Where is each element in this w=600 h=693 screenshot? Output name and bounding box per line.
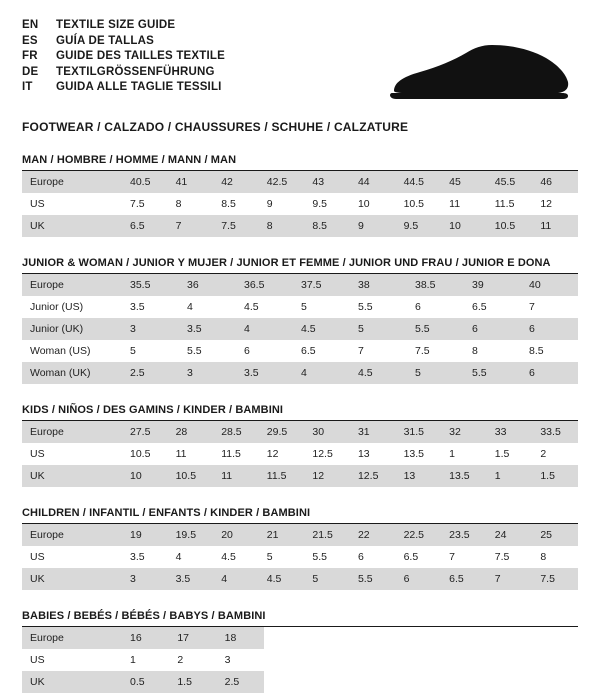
size-cell: 19.5 <box>168 524 214 546</box>
row-label: UK <box>22 671 122 693</box>
size-cell: 35.5 <box>122 274 179 296</box>
size-cell: 10 <box>441 215 487 237</box>
size-cell: 45.5 <box>487 171 533 193</box>
table-row <box>22 649 264 671</box>
size-cell: 5.5 <box>407 318 464 340</box>
size-cell: 7.5 <box>415 345 430 357</box>
size-cell: 19 <box>122 524 168 546</box>
size-cell: 1.5 <box>169 671 216 693</box>
size-cell: 29.5 <box>259 421 305 443</box>
table-row <box>22 465 578 487</box>
size-cell: 1.5 <box>494 448 510 460</box>
size-cell: 16 <box>122 627 169 649</box>
size-cell: 9.5 <box>312 198 327 210</box>
size-cell: 46 <box>532 171 578 193</box>
size-cell: 4.5 <box>221 551 236 563</box>
language-title: TEXTILE SIZE GUIDE <box>56 19 176 31</box>
size-cell: 22 <box>350 524 396 546</box>
table-row <box>22 627 264 649</box>
row-label: US <box>30 551 45 563</box>
size-cell: 13 <box>357 448 370 460</box>
size-cell: 38.5 <box>407 274 464 296</box>
size-cell: 28 <box>168 421 214 443</box>
size-cell: 3.5 <box>179 318 236 340</box>
language-code: IT <box>22 81 33 93</box>
language-row <box>22 18 578 34</box>
table-row <box>22 443 578 465</box>
size-cell: 9.5 <box>396 215 442 237</box>
size-cell: 3.5 <box>168 568 214 590</box>
size-cell: 11 <box>449 198 461 210</box>
size-tables-container <box>22 154 578 693</box>
size-table <box>22 274 578 384</box>
size-cell: 40.5 <box>122 171 168 193</box>
size-cell: 6.5 <box>472 301 487 313</box>
size-cell: 42 <box>213 171 259 193</box>
size-cell: 6 <box>521 362 578 384</box>
size-cell: 7 <box>529 301 535 313</box>
size-cell: 11.5 <box>259 465 305 487</box>
size-cell: 5 <box>130 345 136 357</box>
size-cell: 11 <box>532 215 578 237</box>
size-cell: 36.5 <box>236 274 293 296</box>
size-table-block <box>22 507 578 590</box>
size-cell: 5 <box>304 568 350 590</box>
size-cell: 10.5 <box>403 198 424 210</box>
size-cell: 20 <box>213 524 259 546</box>
size-cell: 30 <box>304 421 350 443</box>
size-cell: 45 <box>441 171 487 193</box>
size-cell: 10 <box>357 198 370 210</box>
row-label: Junior (US) <box>30 301 84 313</box>
size-cell: 7.5 <box>130 198 145 210</box>
size-cell: 21 <box>259 524 305 546</box>
size-cell: 12.5 <box>350 465 396 487</box>
size-cell: 11.5 <box>494 198 515 210</box>
language-code: ES <box>22 34 38 47</box>
size-cell: 6 <box>464 318 521 340</box>
page-header <box>22 18 578 104</box>
size-cell: 31 <box>350 421 396 443</box>
size-cell: 7 <box>449 551 455 563</box>
size-cell: 3 <box>122 318 179 340</box>
size-table-title: KIDS / NIÑOS / DES GAMINS / KINDER / BAMBINI <box>22 404 578 421</box>
size-cell: 7.5 <box>494 551 510 563</box>
table-row <box>22 171 578 193</box>
size-cell: 5 <box>407 362 464 384</box>
size-cell: 32 <box>441 421 487 443</box>
size-cell: 5.5 <box>350 568 396 590</box>
row-label: UK <box>22 215 122 237</box>
size-cell: 10 <box>122 465 168 487</box>
size-cell: 4.5 <box>350 362 407 384</box>
size-cell: 7 <box>168 215 214 237</box>
size-table-block <box>22 404 578 487</box>
size-cell: 9 <box>266 198 273 210</box>
table-row <box>22 568 578 590</box>
size-cell: 28.5 <box>213 421 259 443</box>
size-cell: 36 <box>179 274 236 296</box>
size-cell: 8.5 <box>529 345 544 357</box>
size-table-block <box>22 610 578 693</box>
size-cell: 5 <box>266 551 273 563</box>
language-title: TEXTILGRÖSSENFÜHRUNG <box>56 65 215 78</box>
table-row <box>22 193 578 215</box>
size-cell: 40 <box>521 274 578 296</box>
row-label: US <box>30 654 45 666</box>
size-cell: 5 <box>301 301 307 313</box>
row-label: US <box>30 448 45 460</box>
size-cell: 5.5 <box>312 551 327 563</box>
language-code: FR <box>22 50 38 62</box>
size-table <box>22 171 578 237</box>
size-cell: 6.5 <box>403 551 419 563</box>
size-cell: 7.5 <box>213 215 259 237</box>
table-row <box>22 318 578 340</box>
size-cell: 2.5 <box>217 671 264 693</box>
size-cell: 4.5 <box>259 568 305 590</box>
dress-shoe-icon <box>386 42 572 104</box>
size-cell: 6 <box>357 551 364 563</box>
size-cell: 4 <box>187 301 193 313</box>
row-label: Europe <box>22 627 122 649</box>
size-cell: 2 <box>177 654 184 666</box>
size-cell: 12 <box>304 465 350 487</box>
size-cell: 6 <box>244 345 250 357</box>
size-cell: 3 <box>179 362 236 384</box>
size-table-title: JUNIOR & WOMAN / JUNIOR Y MUJER / JUNIOR ET FEMME / JUNIOR UND FRAU / JUNIOR E DONA <box>22 257 578 274</box>
size-cell: 2 <box>540 448 547 460</box>
size-cell: 10.5 <box>487 215 533 237</box>
size-cell: 12 <box>266 448 279 460</box>
size-cell: 4.5 <box>293 318 350 340</box>
size-table-title: CHILDREN / INFANTIL / ENFANTS / KINDER / BAMBINI <box>22 507 578 524</box>
table-row <box>22 671 264 693</box>
size-table-title: BABIES / BEBÉS / BÉBÉS / BABYS / BAMBINI <box>22 610 578 627</box>
size-cell: 17 <box>169 627 216 649</box>
size-cell: 8 <box>259 215 305 237</box>
size-cell: 7 <box>487 568 533 590</box>
row-label: Europe <box>22 421 122 443</box>
size-cell: 1 <box>487 465 533 487</box>
size-cell: 42.5 <box>259 171 305 193</box>
table-row <box>22 421 578 443</box>
size-cell: 5.5 <box>187 345 202 357</box>
size-cell: 4 <box>213 568 259 590</box>
size-cell: 8 <box>540 551 547 563</box>
size-cell: 5.5 <box>464 362 521 384</box>
size-cell: 11 <box>213 465 259 487</box>
size-cell: 2.5 <box>122 362 179 384</box>
row-label: Europe <box>22 524 122 546</box>
size-cell: 4.5 <box>244 301 259 313</box>
table-row <box>22 296 578 318</box>
size-cell: 43 <box>304 171 350 193</box>
size-cell: 3 <box>122 568 168 590</box>
size-cell: 13 <box>396 465 442 487</box>
size-cell: 8.5 <box>221 198 236 210</box>
size-cell: 11 <box>175 448 187 460</box>
size-cell: 3.5 <box>236 362 293 384</box>
language-title: GUIDE DES TAILLES TEXTILE <box>56 50 225 62</box>
size-cell: 4 <box>175 551 182 563</box>
size-cell: 1.5 <box>532 465 578 487</box>
size-cell: 18 <box>217 627 264 649</box>
row-label: UK <box>22 465 122 487</box>
size-cell: 8 <box>472 345 478 357</box>
language-code: DE <box>22 65 39 78</box>
row-label: Woman (UK) <box>22 362 122 384</box>
size-cell: 3.5 <box>130 551 145 563</box>
row-label: Europe <box>22 274 122 296</box>
size-cell: 11.5 <box>221 448 241 460</box>
size-cell: 12 <box>540 198 553 210</box>
size-cell: 10.5 <box>168 465 214 487</box>
table-row <box>22 546 578 568</box>
size-cell: 7.5 <box>532 568 578 590</box>
size-cell: 44.5 <box>396 171 442 193</box>
row-label: Junior (UK) <box>22 318 122 340</box>
size-cell: 13.5 <box>441 465 487 487</box>
size-cell: 3 <box>224 654 231 666</box>
row-label: UK <box>22 568 122 590</box>
size-cell: 8.5 <box>304 215 350 237</box>
size-cell: 1 <box>449 448 455 460</box>
table-row <box>22 362 578 384</box>
size-table <box>22 524 578 590</box>
size-cell: 27.5 <box>122 421 168 443</box>
size-cell: 5.5 <box>358 301 373 313</box>
size-cell: 22.5 <box>396 524 442 546</box>
size-cell: 6.5 <box>122 215 168 237</box>
size-cell: 25 <box>532 524 578 546</box>
size-cell: 4 <box>293 362 350 384</box>
size-cell: 6.5 <box>441 568 487 590</box>
size-cell: 33 <box>487 421 533 443</box>
size-cell: 6.5 <box>301 345 316 357</box>
size-cell: 23.5 <box>441 524 487 546</box>
size-cell: 1 <box>130 654 136 666</box>
size-cell: 21.5 <box>304 524 350 546</box>
size-cell: 3.5 <box>130 301 145 313</box>
size-table-block <box>22 257 578 384</box>
size-cell: 5 <box>350 318 407 340</box>
row-label: US <box>30 198 45 210</box>
language-code: EN <box>22 19 39 31</box>
size-cell: 37.5 <box>293 274 350 296</box>
size-cell: 8 <box>175 198 182 210</box>
size-cell: 9 <box>350 215 396 237</box>
row-label: Woman (US) <box>30 345 91 357</box>
table-row <box>22 524 578 546</box>
size-cell: 6 <box>415 301 421 313</box>
language-title: GUIDA ALLE TAGLIE TESSILI <box>56 81 222 93</box>
size-cell: 38 <box>350 274 407 296</box>
size-cell: 39 <box>464 274 521 296</box>
size-table <box>22 627 264 693</box>
table-row <box>22 215 578 237</box>
row-label: Europe <box>22 171 122 193</box>
table-row <box>22 274 578 296</box>
footwear-section-title: FOOTWEAR / CALZADO / CHAUSSURES / SCHUHE / CALZATURE <box>22 120 409 134</box>
size-cell: 6 <box>521 318 578 340</box>
size-cell: 4 <box>236 318 293 340</box>
table-row <box>22 340 578 362</box>
size-cell: 0.5 <box>122 671 169 693</box>
size-cell: 41 <box>168 171 214 193</box>
size-cell: 13.5 <box>403 448 424 460</box>
size-cell: 6 <box>396 568 442 590</box>
size-cell: 33.5 <box>532 421 578 443</box>
language-title: GUÍA DE TALLAS <box>56 34 154 47</box>
size-table-block <box>22 154 578 237</box>
size-cell: 12.5 <box>312 448 333 460</box>
size-cell: 31.5 <box>396 421 442 443</box>
size-table-title: MAN / HOMBRE / HOMME / MANN / MAN <box>22 154 578 171</box>
size-table <box>22 421 578 487</box>
size-cell: 7 <box>358 345 364 357</box>
size-cell: 24 <box>487 524 533 546</box>
size-cell: 44 <box>350 171 396 193</box>
size-cell: 10.5 <box>130 448 151 460</box>
